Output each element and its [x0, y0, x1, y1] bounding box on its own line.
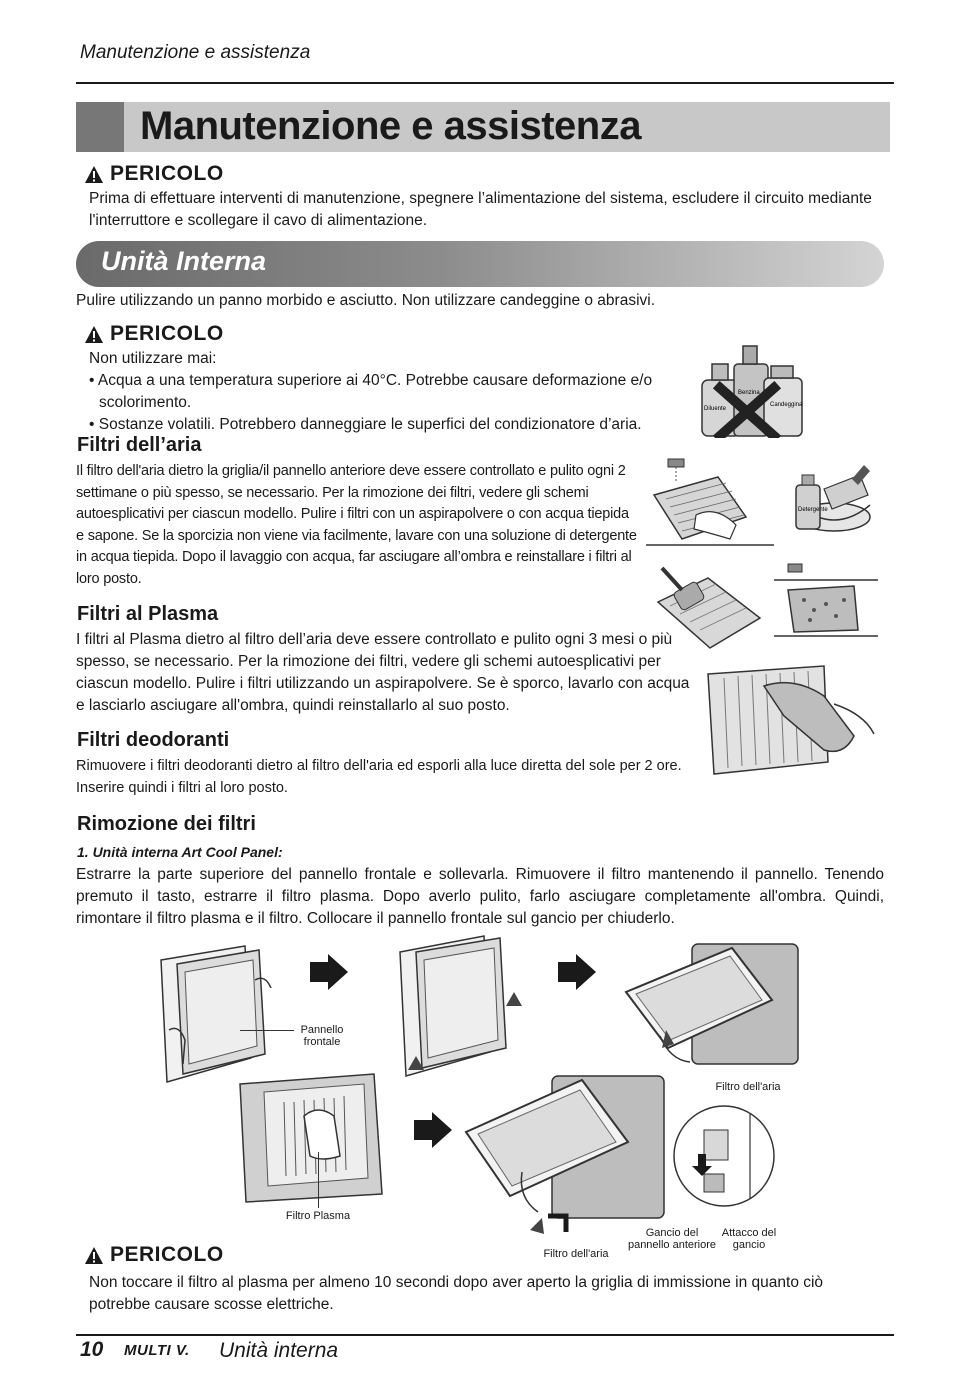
danger-heading-2 [84, 322, 224, 346]
warning-icon [84, 1246, 104, 1265]
air-filters-text: Il filtro dell'aria dietro la griglia/il pannello anteriore deve essere controllato e pulito ogni 2 settimane o più spesso, se necessario. Per la rimozione dei filtri, vedere gli schemi autoesplicativi per ciascun modello. Pulire i filtri con un aspirapolvere o con acqua tiepida e sapone. Se la sporcizia non viene via facilmente, lavare con una soluzione di detergente in acqua tiepida. Dopo il lavaggio con acqua, far asciugare all’ombra e reinstallare i filtri al loro posto. [76, 463, 637, 587]
danger-heading-1 [84, 162, 224, 186]
filter-rinse-illustration [774, 560, 878, 646]
page-title: Manutenzione e assistenza [140, 104, 641, 148]
footer-rule [76, 1334, 894, 1336]
callout-line [240, 1030, 294, 1031]
brand-logo: MULTI V. [124, 1342, 190, 1359]
step-plasma-filter-illustration [234, 1066, 386, 1206]
bottle-label: Candeggina [770, 402, 803, 408]
danger-heading-3 [84, 1243, 224, 1267]
step-filter-reinstall-illustration [462, 1072, 670, 1242]
label-hook-mount: Attacco del gancio [721, 1227, 777, 1251]
page-title-block [76, 102, 124, 152]
removal-text: Estrarre la parte superiore del pannello frontale e sollevarla. Rimuovere il filtro mantenendo il pannello. Tenendo premuto il tasto, estrarre il filtro plasma. Dopo averlo pulito, farlo asciugare completamente all'ombra. Quindi, rimontare il filtro plasma e il filtro. Collocare il pannello frontale sul gancio per chiuderlo. [76, 866, 884, 927]
footer-section: Unità interna [219, 1339, 339, 1362]
label-panel-hook: Gancio del pannello anteriore [627, 1227, 717, 1251]
removal-heading: Rimozione dei filtri [77, 813, 256, 835]
danger-text-1: Prima di effettuare interventi di manutenzione, spegnere l’alimentazione del sistema, escludere il circuito mediante l'interruttore e scollegare il cavo di alimentazione. [89, 190, 872, 229]
label-air-filter-bottom: Filtro dell'aria [543, 1248, 609, 1260]
danger-label: PERICOLO [110, 1243, 224, 1266]
air-filters-heading: Filtri dell’aria [77, 434, 202, 456]
label-plasma-filter: Filtro Plasma [285, 1210, 351, 1222]
bottle-label: Benzina [738, 390, 760, 396]
callout-line [318, 1152, 319, 1208]
removal-subheading: 1. Unità interna Art Cool Panel: [77, 844, 283, 860]
deodorizing-filters-text: Rimuovere i filtri deodoranti dietro al filtro dell'aria ed esporli alla luce diretta del sole per 2 ore. Inserire quindi i filtri al loro posto. [76, 758, 682, 796]
danger-lead-2: Non utilizzare mai: [89, 350, 217, 367]
danger-text-3: Non toccare il filtro al plasma per almeno 10 secondi dopo aver aperto la griglia di immissione in quanto ciò potrebbe causare scosse elettriche. [89, 1274, 824, 1313]
arrow-right-icon [410, 1110, 454, 1150]
label-front-panel: Pannello frontale [300, 1024, 344, 1048]
detergent-bowl-illustration [790, 455, 874, 545]
plasma-filters-heading: Filtri al Plasma [77, 603, 219, 625]
arrow-right-icon [554, 952, 598, 992]
bottle-label: Diluente [704, 406, 727, 412]
running-header: Manutenzione e assistenza [80, 42, 311, 63]
danger-bullet: • Acqua a una temperatura superiore ai 40°C. Potrebbe causare deformazione e/o scolorimento. [89, 372, 653, 411]
plasma-filter-vacuum-illustration [704, 664, 882, 784]
filter-washing-illustration [646, 455, 774, 550]
detergent-label: Detergente [798, 507, 828, 513]
step-panel-lift-illustration [394, 930, 526, 1080]
section-title: Unità Interna [101, 246, 267, 276]
step-filter-removal-illustration [622, 940, 802, 1070]
danger-bullet: • Sostanze volatili. Potrebbero danneggiare le superfici del condizionatore d’aria. [89, 416, 642, 433]
hook-detail-inset [668, 1104, 778, 1208]
header-rule [76, 82, 894, 84]
plasma-filters-text: I filtri al Plasma dietro al filtro dell’aria deve essere controllato e pulito ogni 3 mesi o più spesso, se necessario. Per la rimozione dei filtri, vedere gli schemi autoesplicativi per ciascun modello. Pulire i filtri utilizzando un aspirapolvere. Se è sporco, lavarlo con acqua e lasciarlo asciugare all'ombra, quindi reinstallarlo al suo posto. [76, 631, 690, 714]
label-air-filter-top: Filtro dell'aria [715, 1081, 781, 1093]
page-number: 10 [80, 1338, 104, 1361]
warning-icon [84, 165, 104, 184]
intro-text: Pulire utilizzando un panno morbido e asciutto. Non utilizzare candeggine o abrasivi. [76, 292, 656, 309]
danger-label: PERICOLO [110, 162, 224, 185]
warning-icon [84, 325, 104, 344]
arrow-right-icon [306, 952, 350, 992]
danger-label: PERICOLO [110, 322, 224, 345]
deodorizing-filters-heading: Filtri deodoranti [77, 729, 230, 751]
forbidden-chemicals-illustration [698, 342, 806, 438]
